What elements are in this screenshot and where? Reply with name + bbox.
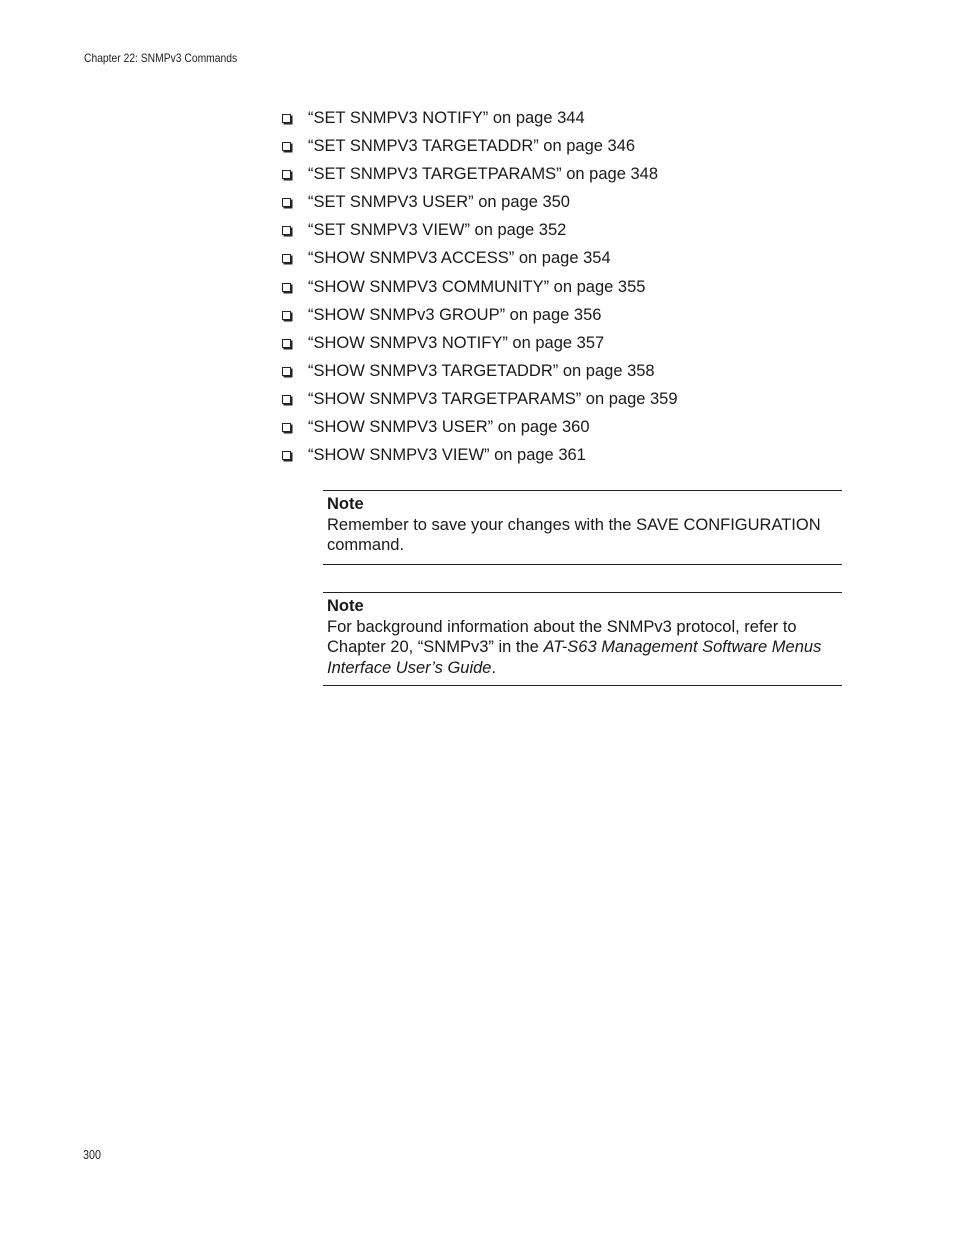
list-item[interactable]: [282, 331, 678, 359]
note-title: Note: [327, 597, 364, 615]
list-item[interactable]: [282, 303, 678, 331]
checkbox-bullet-icon: [282, 226, 291, 235]
list-item[interactable]: [282, 246, 678, 274]
xref-link[interactable]: “SHOW SNMPV3 USER” on page 360: [308, 418, 590, 437]
xref-link[interactable]: “SHOW SNMPV3 ACCESS” on page 354: [308, 249, 611, 268]
list-item[interactable]: [282, 190, 678, 218]
checkbox-bullet-icon: [282, 170, 291, 179]
xref-link[interactable]: “SHOW SNMPV3 NOTIFY” on page 357: [308, 333, 605, 352]
guide-title-reference: AT-S63 Management Software Menus Interface User’s Guide: [327, 638, 822, 677]
xref-link[interactable]: “SHOW SNMPV3 VIEW” on page 361: [308, 446, 586, 465]
checkbox-bullet-icon: [282, 367, 291, 376]
list-item[interactable]: [282, 359, 678, 387]
list-item[interactable]: [282, 275, 678, 303]
checkbox-bullet-icon: [282, 254, 291, 263]
list-item[interactable]: [282, 162, 678, 190]
xref-link[interactable]: “SET SNMPV3 USER” on page 350: [308, 193, 570, 212]
note-body: [327, 617, 838, 679]
note-title: Note: [327, 495, 364, 513]
xref-link[interactable]: “SHOW SNMPv3 GROUP” on page 356: [308, 305, 602, 324]
checkbox-bullet-icon: [282, 339, 291, 348]
checkbox-bullet-icon: [282, 198, 291, 207]
list-item[interactable]: [282, 134, 678, 162]
note-body: Remember to save your changes with the SAVE CONFIGURATION command.: [327, 515, 821, 554]
list-item[interactable]: [282, 415, 678, 443]
checkbox-bullet-icon: [282, 395, 291, 404]
running-header: Chapter 22: SNMPv3 Commands: [84, 51, 238, 65]
xref-link[interactable]: “SET SNMPV3 NOTIFY” on page 344: [308, 109, 585, 127]
xref-link[interactable]: “SHOW SNMPV3 TARGETADDR” on page 358: [308, 361, 655, 380]
note-save-configuration: [323, 490, 842, 565]
xref-link[interactable]: “SHOW SNMPV3 COMMUNITY” on page 355: [308, 277, 646, 296]
note-body-text: For background information about the SNMPv3 protocol, refer to Chapter 20, “SNMPv3” in the: [327, 617, 797, 656]
list-item[interactable]: [282, 106, 678, 134]
xref-link[interactable]: “SET SNMPV3 TARGETPARAMS” on page 348: [308, 165, 658, 184]
cross-reference-list: [282, 106, 678, 471]
note-background-information: [323, 592, 842, 686]
checkbox-bullet-icon: [282, 114, 291, 123]
xref-link[interactable]: “SHOW SNMPV3 TARGETPARAMS” on page 359: [308, 389, 678, 408]
page-number: 300: [83, 1148, 101, 1162]
checkbox-bullet-icon: [282, 283, 291, 292]
checkbox-bullet-icon: [282, 142, 291, 151]
list-item[interactable]: [282, 443, 678, 471]
note-body-end: .: [491, 658, 497, 677]
checkbox-bullet-icon: [282, 423, 291, 432]
xref-link[interactable]: “SET SNMPV3 VIEW” on page 352: [308, 221, 567, 240]
checkbox-bullet-icon: [282, 451, 291, 460]
checkbox-bullet-icon: [282, 311, 291, 320]
list-item[interactable]: [282, 387, 678, 415]
list-item[interactable]: [282, 218, 678, 246]
xref-link[interactable]: “SET SNMPV3 TARGETADDR” on page 346: [308, 137, 636, 156]
